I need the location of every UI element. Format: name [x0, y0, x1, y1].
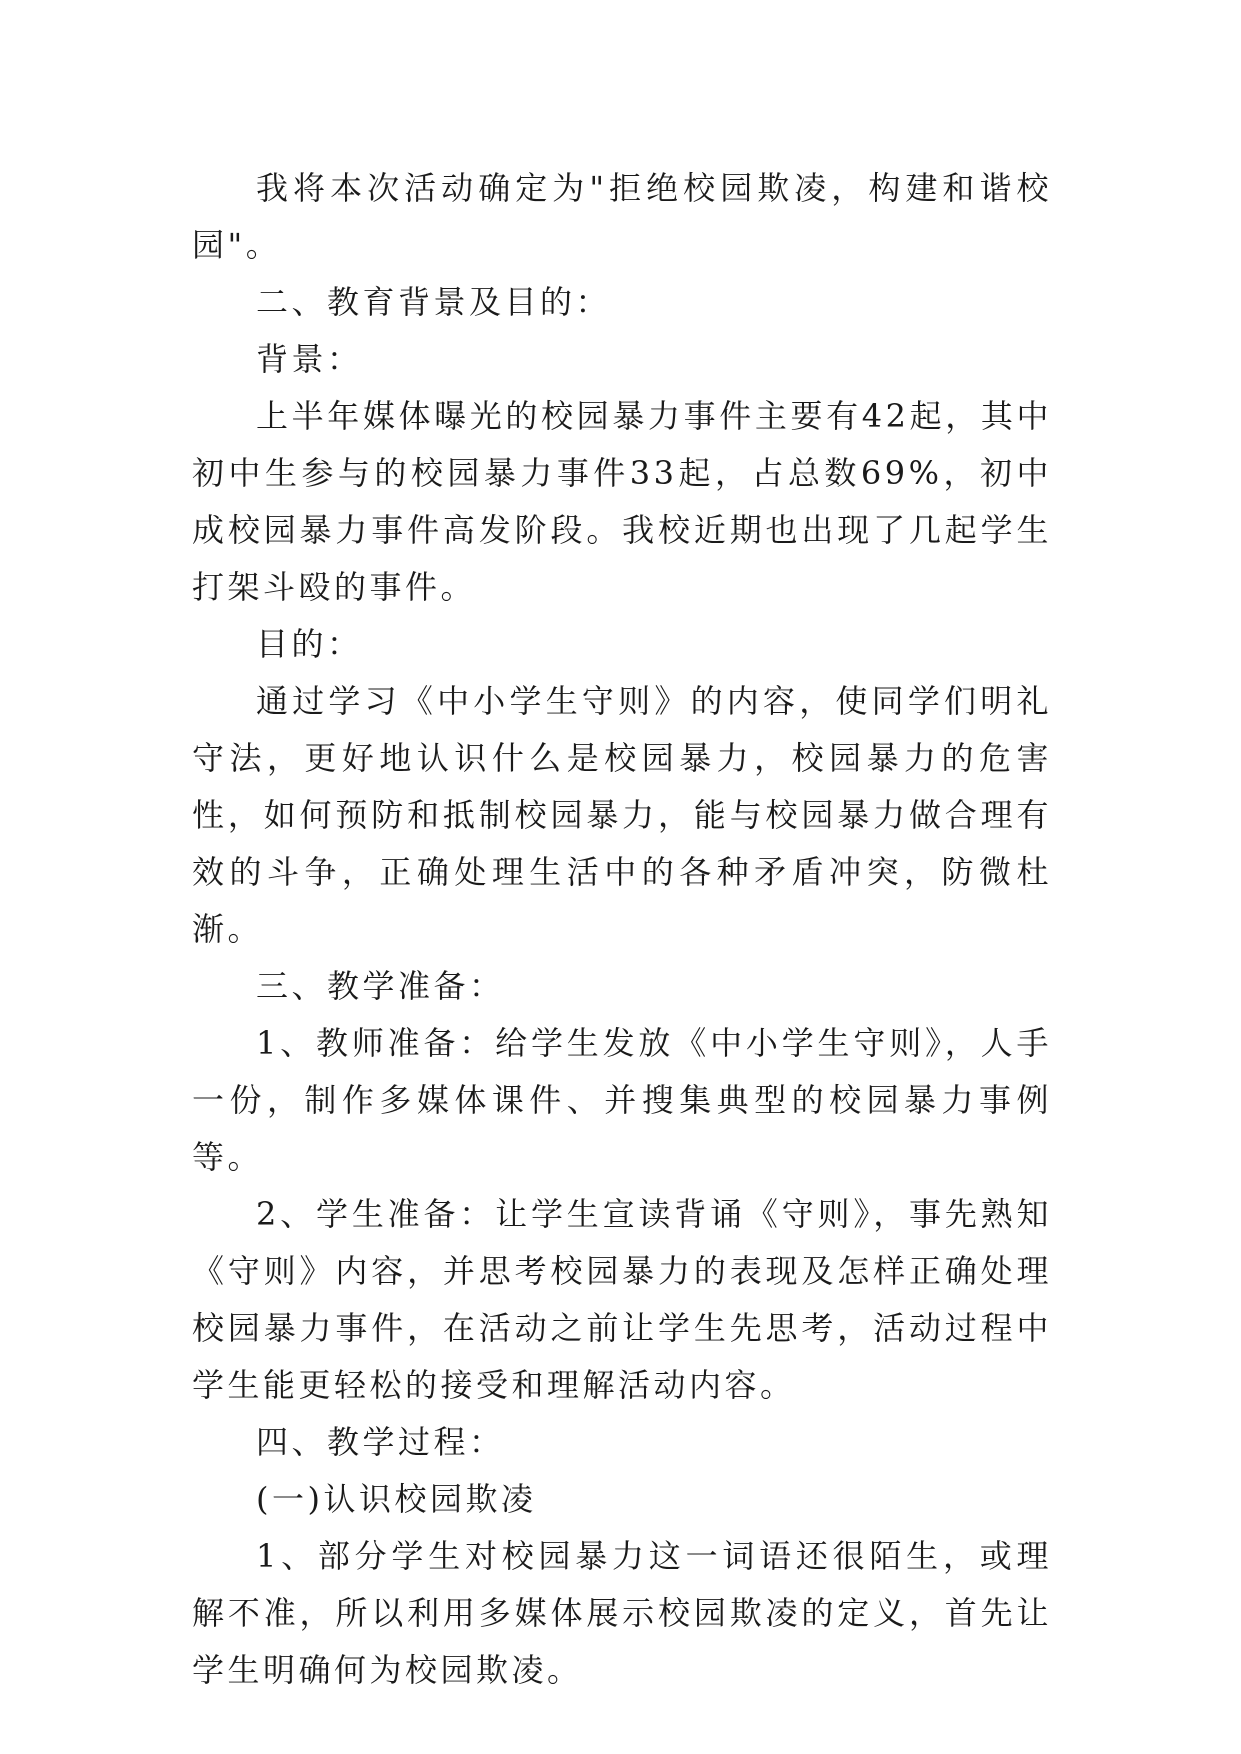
- paragraph-activity-title: 我将本次活动确定为"拒绝校园欺凌，构建和谐校园"。: [192, 169, 1052, 264]
- paragraph-student-preparation: 2、学生准备：让学生宣读背诵《守则》，事先熟知《守则》内容，并思考校园暴力的表现及怎样正确处理校园暴力事件，在活动之前让学生先思考，活动过程中学生能更轻松的接受和理解活动内容。: [192, 1195, 1052, 1404]
- heading-teaching-preparation: 三、教学准备：: [256, 967, 505, 1005]
- heading-teaching-process: 四、教学过程：: [256, 1423, 505, 1461]
- paragraph-purpose: 通过学习《中小学生守则》的内容，使同学们明礼守法，更好地认识什么是校园暴力，校园暴力的危害性，如何预防和抵制校园暴力，能与校园暴力做合理有效的斗争，正确处理生活中的各种矛盾冲突，防微杜渐。: [192, 682, 1052, 948]
- paragraph-teacher-preparation: 1、教师准备：给学生发放《中小学生守则》，人手一份，制作多媒体课件、并搜集典型的校园暴力事例等。: [192, 1024, 1052, 1176]
- heading-education-background: 二、教育背景及目的：: [256, 283, 612, 321]
- subheading-know-bullying: (一)认识校园欺凌: [256, 1480, 537, 1518]
- document-body: [192, 160, 1052, 1699]
- paragraph-bullying-definition: 1、部分学生对校园暴力这一词语还很陌生，或理解不准，所以利用多媒体展示校园欺凌的定义，首先让学生明确何为校园欺凌。: [192, 1537, 1052, 1689]
- paragraph-background: 上半年媒体曝光的校园暴力事件主要有42起，其中初中生参与的校园暴力事件33起，占总数69%，初中成校园暴力事件高发阶段。我校近期也出现了几起学生打架斗殴的事件。: [192, 397, 1052, 606]
- subheading-background: 背景：: [256, 340, 363, 378]
- subheading-purpose: 目的：: [256, 625, 363, 663]
